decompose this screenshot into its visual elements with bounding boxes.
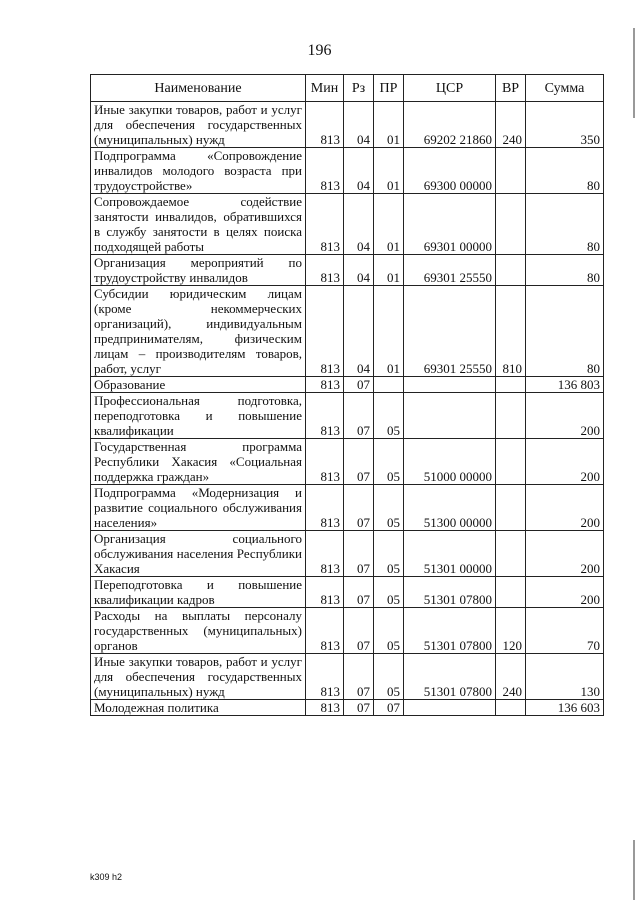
cell-min: 813 — [306, 577, 344, 608]
cell-pr: 01 — [374, 255, 404, 286]
cell-min: 813 — [306, 148, 344, 194]
table-body — [91, 102, 604, 716]
table-row — [91, 485, 604, 531]
cell-name: Сопровождаемое содействие занятости инвалидов, обратившихся в службу занятости в целях поиска подходящей работы — [91, 194, 306, 255]
cell-csr: 69300 00000 — [404, 148, 496, 194]
cell-rz: 07 — [344, 485, 374, 531]
cell-rz: 04 — [344, 194, 374, 255]
cell-min: 813 — [306, 654, 344, 700]
cell-csr: 69301 00000 — [404, 194, 496, 255]
cell-name: Субсидии юридическим лицам (кроме некоммерческих организаций), индивидуальным предпринимателям, физическим лицам – производителям товаров, работ, услуг — [91, 286, 306, 377]
cell-min: 813 — [306, 377, 344, 393]
cell-csr: 51300 00000 — [404, 485, 496, 531]
cell-rz: 07 — [344, 393, 374, 439]
cell-name: Организация мероприятий по трудоустройству инвалидов — [91, 255, 306, 286]
cell-min: 813 — [306, 255, 344, 286]
cell-vr — [496, 700, 526, 716]
cell-csr: 51301 07800 — [404, 654, 496, 700]
cell-csr — [404, 393, 496, 439]
cell-rz: 07 — [344, 531, 374, 577]
cell-vr — [496, 577, 526, 608]
cell-csr: 69202 21860 — [404, 102, 496, 148]
cell-sum: 200 — [526, 439, 604, 485]
table-row — [91, 700, 604, 716]
cell-csr — [404, 377, 496, 393]
table-row — [91, 377, 604, 393]
cell-min: 813 — [306, 485, 344, 531]
cell-sum: 350 — [526, 102, 604, 148]
cell-pr: 05 — [374, 577, 404, 608]
cell-pr — [374, 377, 404, 393]
table-row — [91, 654, 604, 700]
cell-sum: 200 — [526, 485, 604, 531]
cell-sum: 80 — [526, 286, 604, 377]
cell-vr — [496, 148, 526, 194]
header-vr: ВР — [496, 75, 526, 102]
cell-csr: 51301 07800 — [404, 577, 496, 608]
cell-pr: 05 — [374, 485, 404, 531]
cell-min: 813 — [306, 286, 344, 377]
cell-rz: 07 — [344, 577, 374, 608]
cell-rz: 07 — [344, 700, 374, 716]
cell-vr: 810 — [496, 286, 526, 377]
footer-code: k309 h2 — [90, 872, 123, 882]
cell-name: Профессиональная подготовка, переподготовка и повышение квалификации — [91, 393, 306, 439]
cell-sum: 80 — [526, 148, 604, 194]
cell-name: Переподготовка и повышение квалификации кадров — [91, 577, 306, 608]
page-number: 196 — [307, 42, 332, 59]
table-row — [91, 608, 604, 654]
cell-rz: 04 — [344, 102, 374, 148]
cell-pr: 05 — [374, 531, 404, 577]
cell-sum: 80 — [526, 194, 604, 255]
cell-name: Подпрограмма «Сопровождение инвалидов молодого возраста при трудоустройстве» — [91, 148, 306, 194]
cell-sum: 136 803 — [526, 377, 604, 393]
cell-rz: 04 — [344, 286, 374, 377]
cell-rz: 07 — [344, 608, 374, 654]
table-row — [91, 102, 604, 148]
cell-name: Образование — [91, 377, 306, 393]
cell-name: Подпрограмма «Модернизация и развитие социального обслуживания населения» — [91, 485, 306, 531]
cell-csr: 51301 00000 — [404, 531, 496, 577]
cell-sum: 136 603 — [526, 700, 604, 716]
cell-vr: 120 — [496, 608, 526, 654]
cell-name: Иные закупки товаров, работ и услуг для обеспечения государственных (муниципальных) нужд — [91, 102, 306, 148]
cell-min: 813 — [306, 439, 344, 485]
budget-table — [90, 74, 604, 716]
cell-pr: 05 — [374, 393, 404, 439]
cell-vr — [496, 485, 526, 531]
cell-min: 813 — [306, 194, 344, 255]
cell-pr: 05 — [374, 608, 404, 654]
cell-sum: 200 — [526, 531, 604, 577]
cell-name: Расходы на выплаты персоналу государственных (муниципальных) органов — [91, 608, 306, 654]
cell-sum: 200 — [526, 393, 604, 439]
cell-pr: 05 — [374, 439, 404, 485]
cell-name: Организация социального обслуживания населения Республики Хакасия — [91, 531, 306, 577]
cell-min: 813 — [306, 700, 344, 716]
cell-pr: 01 — [374, 102, 404, 148]
cell-csr: 51000 00000 — [404, 439, 496, 485]
header-sum: Сумма — [526, 75, 604, 102]
cell-sum: 130 — [526, 654, 604, 700]
cell-sum: 200 — [526, 577, 604, 608]
cell-min: 813 — [306, 102, 344, 148]
cell-rz: 07 — [344, 439, 374, 485]
cell-sum: 70 — [526, 608, 604, 654]
cell-rz: 04 — [344, 148, 374, 194]
scan-margin-mark-bottom — [633, 840, 635, 900]
table-row — [91, 194, 604, 255]
cell-pr: 01 — [374, 148, 404, 194]
cell-vr: 240 — [496, 102, 526, 148]
table-row — [91, 255, 604, 286]
table-row — [91, 148, 604, 194]
cell-csr: 69301 25550 — [404, 255, 496, 286]
cell-vr — [496, 377, 526, 393]
cell-pr: 01 — [374, 286, 404, 377]
header-min: Мин — [306, 75, 344, 102]
table-row — [91, 393, 604, 439]
header-rz: Рз — [344, 75, 374, 102]
cell-csr — [404, 700, 496, 716]
cell-vr — [496, 531, 526, 577]
cell-name: Иные закупки товаров, работ и услуг для обеспечения государственных (муниципальных) нужд — [91, 654, 306, 700]
cell-min: 813 — [306, 608, 344, 654]
header-name: Наименование — [91, 75, 306, 102]
table-header-row — [91, 75, 604, 102]
table-row — [91, 531, 604, 577]
cell-csr: 69301 25550 — [404, 286, 496, 377]
cell-pr: 05 — [374, 654, 404, 700]
cell-name: Государственная программа Республики Хакасия «Социальная поддержка граждан» — [91, 439, 306, 485]
header-pr: ПР — [374, 75, 404, 102]
cell-pr: 07 — [374, 700, 404, 716]
cell-rz: 04 — [344, 255, 374, 286]
cell-min: 813 — [306, 531, 344, 577]
cell-sum: 80 — [526, 255, 604, 286]
cell-vr — [496, 194, 526, 255]
cell-vr — [496, 439, 526, 485]
cell-csr: 51301 07800 — [404, 608, 496, 654]
table-row — [91, 577, 604, 608]
cell-vr — [496, 393, 526, 439]
cell-rz: 07 — [344, 377, 374, 393]
cell-pr: 01 — [374, 194, 404, 255]
table-row — [91, 286, 604, 377]
cell-vr: 240 — [496, 654, 526, 700]
table-row — [91, 439, 604, 485]
cell-min: 813 — [306, 393, 344, 439]
cell-rz: 07 — [344, 654, 374, 700]
cell-vr — [496, 255, 526, 286]
cell-name: Молодежная политика — [91, 700, 306, 716]
header-csr: ЦСР — [404, 75, 496, 102]
